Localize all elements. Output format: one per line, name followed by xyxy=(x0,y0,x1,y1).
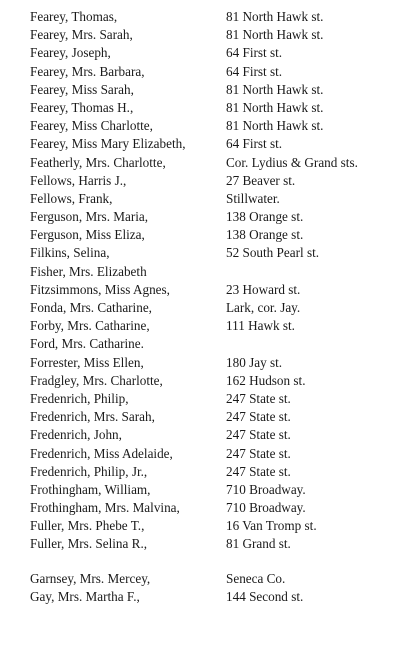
entry-address: 138 Orange st. xyxy=(226,227,304,243)
entry-name: Fearey, Thomas H., xyxy=(30,99,134,115)
directory-list xyxy=(30,8,400,606)
entry-name: Fearey, Joseph, xyxy=(30,45,111,61)
entry-name: Fearey, Mrs. Barbara, xyxy=(30,63,145,79)
list-item xyxy=(30,335,400,353)
list-item xyxy=(30,390,400,408)
entry-name: Garnsey, Mrs. Mercey, xyxy=(30,570,151,586)
entry-address: 81 North Hawk st. xyxy=(226,9,324,24)
entry-address: 111 Hawk st. xyxy=(226,318,295,334)
entry-address: 23 Howard st. xyxy=(226,281,301,297)
entry-name: Frothingham, Mrs. Malvina, xyxy=(30,500,180,516)
entry-address: 52 South Pearl st. xyxy=(226,245,320,261)
list-item xyxy=(30,26,400,44)
entry-name: Frothingham, William, xyxy=(30,481,151,497)
entry-name: Fredenrich, Philip, Jr., xyxy=(30,463,148,479)
entry-name: Fuller, Mrs. Selina R., xyxy=(30,536,148,552)
entry-address: 64 First st. xyxy=(226,63,283,79)
entry-address: 247 State st. xyxy=(226,409,291,425)
entry-name: Fearey, Thomas, xyxy=(30,9,118,24)
list-item xyxy=(30,499,400,517)
entry-name: Fredenrich, John, xyxy=(30,427,122,443)
entry-address: Lark, cor. Jay. xyxy=(226,300,301,315)
list-item xyxy=(30,99,400,117)
entry-address: 138 Orange st. xyxy=(226,209,304,225)
list-item xyxy=(30,517,400,535)
entry-address: 81 North Hawk st. xyxy=(226,99,324,115)
entry-address: Seneca Co. xyxy=(226,570,286,586)
entry-address: 81 North Hawk st. xyxy=(226,81,324,97)
entry-address: 81 North Hawk st. xyxy=(226,118,324,134)
list-item xyxy=(30,299,400,317)
entry-address: 710 Broadway. xyxy=(226,481,306,497)
entry-name: Forby, Mrs. Catharine, xyxy=(30,318,150,334)
entry-address: 27 Beaver st. xyxy=(226,172,296,188)
entry-address: 16 Van Tromp st. xyxy=(226,518,317,534)
entry-name: Fearey, Miss Sarah, xyxy=(30,81,134,97)
entry-address: 247 State st. xyxy=(226,463,291,479)
entry-address: 180 Jay st. xyxy=(226,354,283,370)
entry-address: 247 State st. xyxy=(226,445,291,461)
entry-address: 144 Second st. xyxy=(226,588,304,604)
entry-name: Fonda, Mrs. Catharine, xyxy=(30,300,152,315)
list-item xyxy=(30,8,400,26)
entry-name: Fradgley, Mrs. Charlotte, xyxy=(30,372,163,388)
entry-name: Fellows, Frank, xyxy=(30,190,113,206)
entry-address: 162 Hudson st. xyxy=(226,372,306,388)
entry-address: 64 First st. xyxy=(226,45,283,61)
entry-name: Fredenrich, Miss Adelaide, xyxy=(30,445,173,461)
entry-name: Fisher, Mrs. Elizabeth xyxy=(30,263,147,279)
list-item xyxy=(30,535,400,553)
list-item xyxy=(30,463,400,481)
entry-name: Filkins, Selina, xyxy=(30,245,110,261)
entry-name: Fredenrich, Mrs. Sarah, xyxy=(30,409,155,425)
entry-name: Ferguson, Miss Eliza, xyxy=(30,227,145,243)
list-item xyxy=(30,570,400,588)
list-item xyxy=(30,226,400,244)
list-item xyxy=(30,445,400,463)
list-item xyxy=(30,154,400,172)
entry-name: Gay, Mrs. Martha F., xyxy=(30,588,140,604)
list-item xyxy=(30,208,400,226)
entry-address: 247 State st. xyxy=(226,390,291,406)
entry-name: Fuller, Mrs. Phebe T., xyxy=(30,518,145,534)
entry-name: Fellows, Harris J., xyxy=(30,172,127,188)
entry-name: Featherly, Mrs. Charlotte, xyxy=(30,154,166,170)
list-item xyxy=(30,244,400,262)
list-item xyxy=(30,317,400,335)
list-item xyxy=(30,372,400,390)
list-item xyxy=(30,281,400,299)
entry-name: Forrester, Miss Ellen, xyxy=(30,354,144,370)
list-item xyxy=(30,44,400,62)
list-item xyxy=(30,63,400,81)
list-item xyxy=(30,263,400,281)
entry-address: 64 First st. xyxy=(226,136,283,152)
entry-address: 81 Grand st. xyxy=(226,536,291,552)
entry-name: Fearey, Miss Mary Elizabeth, xyxy=(30,136,186,152)
list-item xyxy=(30,588,400,606)
entry-address: Stillwater. xyxy=(226,190,280,206)
entry-address: Cor. Lydius & Grand sts. xyxy=(226,154,358,170)
list-item xyxy=(30,408,400,426)
list-item xyxy=(30,172,400,190)
list-item xyxy=(30,81,400,99)
list-item xyxy=(30,354,400,372)
entry-address: 247 State st. xyxy=(226,427,291,443)
entry-name: Fearey, Mrs. Sarah, xyxy=(30,27,133,43)
entry-address: 81 North Hawk st. xyxy=(226,27,324,43)
entry-name: Fearey, Miss Charlotte, xyxy=(30,118,153,134)
list-item xyxy=(30,481,400,499)
list-item xyxy=(30,426,400,444)
entry-address: 710 Broadway. xyxy=(226,500,306,516)
list-item xyxy=(30,190,400,208)
entry-name: Ford, Mrs. Catharine. xyxy=(30,336,144,352)
entry-name: Fitzsimmons, Miss Agnes, xyxy=(30,281,170,297)
list-item xyxy=(30,117,400,135)
entry-name: Ferguson, Mrs. Maria, xyxy=(30,209,149,225)
entry-name: Fredenrich, Philip, xyxy=(30,390,129,406)
list-item xyxy=(30,135,400,153)
